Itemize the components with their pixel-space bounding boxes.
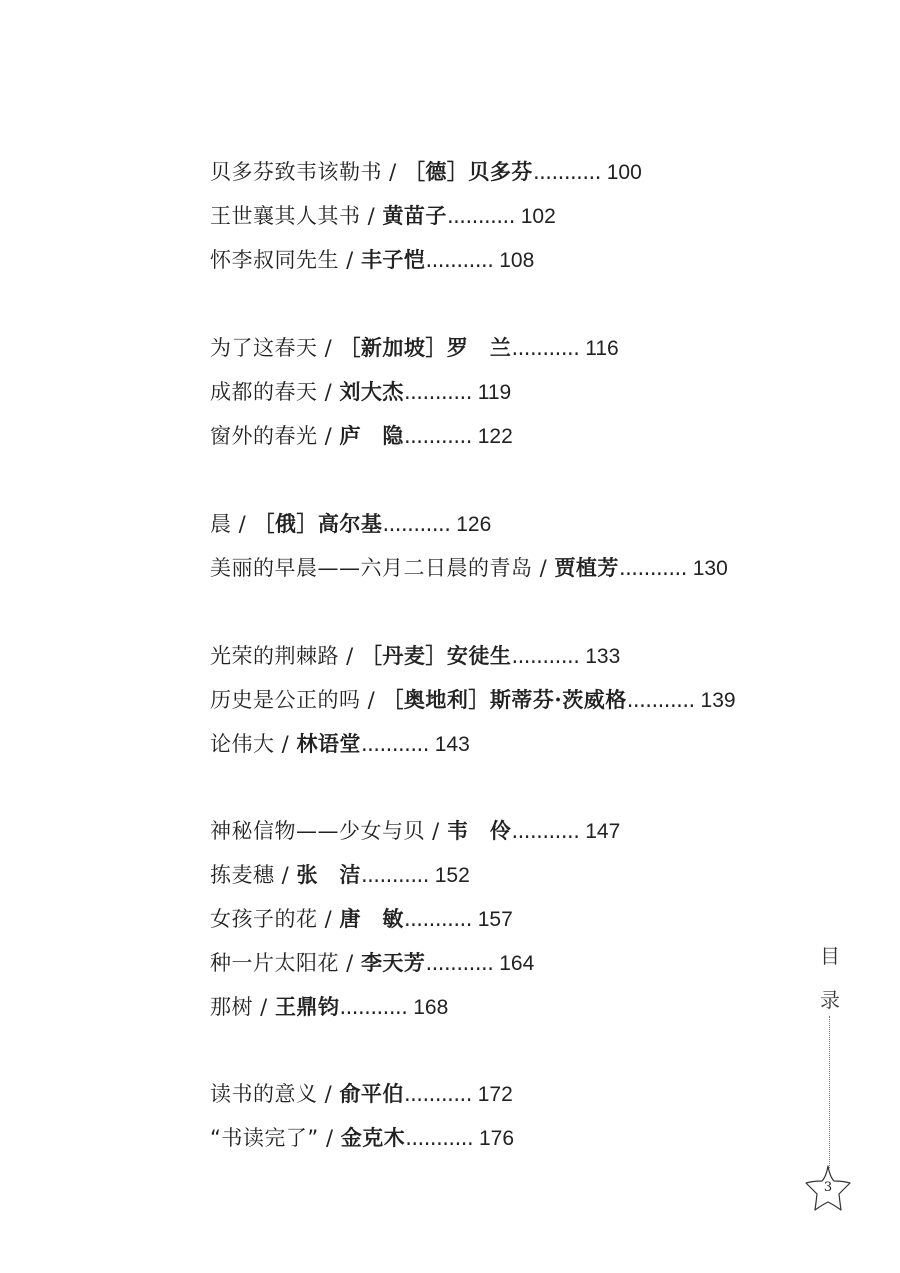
entry-page-number: 157	[471, 908, 513, 931]
entry-separator: /	[317, 907, 340, 931]
entry-page-number: 126	[450, 513, 492, 536]
entry-leader-dots: ...........	[511, 336, 580, 360]
entry-separator: /	[253, 995, 275, 1019]
toc-entry[interactable]	[210, 685, 736, 715]
toc-entry[interactable]	[210, 860, 470, 890]
entry-page-number: 108	[493, 249, 535, 272]
entry-separator: /	[360, 204, 383, 228]
entry-page-number: 147	[579, 820, 621, 843]
entry-leader-dots: ...........	[403, 424, 472, 448]
toc-entry[interactable]	[210, 333, 619, 363]
entry-author: 张 洁	[296, 862, 361, 887]
entry-page-number: 172	[471, 1083, 513, 1106]
toc-entry[interactable]	[210, 509, 491, 539]
entry-title: 光荣的荆棘路	[210, 644, 339, 668]
entry-leader-dots: ...........	[360, 863, 429, 887]
entry-leader-dots: ...........	[446, 204, 515, 228]
entry-leader-dots: ...........	[425, 248, 494, 272]
entry-leader-dots: ...........	[626, 688, 695, 712]
entry-leader-dots: ...........	[382, 512, 451, 536]
entry-author: ［新加坡］罗 兰	[339, 335, 512, 360]
entry-separator: /	[317, 1082, 340, 1106]
entry-separator: /	[339, 248, 361, 272]
entry-author: 唐 敏	[339, 906, 404, 931]
entry-author: 韦 伶	[446, 818, 512, 843]
entry-title: 贝多芬致韦该勒书	[210, 160, 382, 184]
entry-author: ［丹麦］安徒生	[360, 643, 512, 668]
entry-leader-dots: ...........	[425, 951, 494, 975]
entry-page-number: 133	[579, 645, 621, 668]
toc-entry[interactable]	[210, 377, 511, 407]
entry-leader-dots: ...........	[403, 380, 472, 404]
entry-author: 林语堂	[296, 731, 361, 756]
entry-author: ［德］贝多芬	[403, 159, 533, 184]
entry-author: 庐 隐	[339, 423, 404, 448]
entry-separator: /	[339, 644, 361, 668]
entry-page-number: 139	[694, 689, 736, 712]
entry-separator: /	[360, 688, 383, 712]
entry-leader-dots: ...........	[511, 819, 580, 843]
entry-page-number: 122	[471, 425, 513, 448]
entry-author: ［奥地利］斯蒂芬·茨威格	[382, 687, 627, 712]
toc-entry[interactable]	[210, 1079, 513, 1109]
entry-leader-dots: ...........	[339, 995, 408, 1019]
entry-title: 种一片太阳花	[210, 951, 339, 975]
entry-page-number: 152	[428, 864, 470, 887]
entry-title: 成都的春天	[210, 380, 318, 404]
entry-page-number: 116	[579, 337, 619, 360]
toc-entry[interactable]	[210, 1123, 514, 1153]
toc-entry[interactable]	[210, 641, 620, 671]
entry-leader-dots: ...........	[360, 732, 429, 756]
entry-title: 怀李叔同先生	[210, 248, 339, 272]
entry-title: 女孩子的花	[210, 907, 318, 931]
section-label-mu: 目	[820, 944, 840, 968]
entry-page-number: 102	[514, 205, 556, 228]
entry-title: 读书的意义	[210, 1082, 318, 1106]
section-label-lu: 录	[820, 988, 840, 1012]
entry-leader-dots: ...........	[403, 1082, 472, 1106]
entry-separator: /	[317, 424, 340, 448]
entry-leader-dots: ...........	[405, 1126, 474, 1150]
entry-leader-dots: ...........	[403, 907, 472, 931]
entry-author: 王鼎钧	[274, 994, 340, 1019]
toc-entry[interactable]	[210, 948, 534, 978]
toc-entry[interactable]	[210, 553, 728, 583]
entry-author: 黄苗子	[382, 203, 447, 228]
vertical-dotted-divider	[829, 1016, 830, 1168]
entry-leader-dots: ...........	[511, 644, 580, 668]
toc-entry[interactable]	[210, 201, 556, 231]
entry-page-number: 168	[407, 996, 449, 1019]
entry-separator: /	[318, 1126, 341, 1150]
entry-separator: /	[231, 512, 254, 536]
entry-title: 美丽的早晨——六月二日晨的青岛	[210, 556, 533, 580]
toc-entry[interactable]	[210, 992, 448, 1022]
entry-title: “书读完了”	[210, 1126, 319, 1150]
entry-separator: /	[425, 819, 447, 843]
entry-author: 李天芳	[360, 950, 426, 975]
entry-page-number: 130	[686, 557, 728, 580]
entry-leader-dots: ...........	[532, 160, 601, 184]
entry-page-number: 119	[471, 381, 512, 404]
entry-separator: /	[317, 336, 340, 360]
entry-title: 论伟大	[210, 732, 275, 756]
entry-separator: /	[339, 951, 361, 975]
entry-page-number: 143	[428, 733, 470, 756]
entry-author: 刘大杰	[339, 379, 404, 404]
entry-separator: /	[382, 160, 404, 184]
entry-separator: /	[274, 863, 297, 887]
entry-title: 神秘信物——少女与贝	[210, 819, 425, 843]
entry-page-number: 176	[473, 1127, 515, 1150]
toc-entry[interactable]	[210, 816, 620, 846]
entry-title: 那树	[210, 995, 253, 1019]
entry-leader-dots: ...........	[618, 556, 687, 580]
entry-title: 晨	[210, 512, 232, 536]
entry-author: 贾植芳	[554, 555, 619, 580]
toc-entry[interactable]	[210, 904, 513, 934]
entry-author: 丰子恺	[360, 247, 426, 272]
toc-entry[interactable]	[210, 729, 470, 759]
entry-title: 窗外的春光	[210, 424, 318, 448]
entry-title: 王世襄其人其书	[210, 204, 361, 228]
entry-page-number: 100	[600, 161, 642, 184]
entry-title: 历史是公正的吗	[210, 688, 361, 712]
entry-separator: /	[274, 732, 297, 756]
toc-entry[interactable]	[210, 245, 534, 275]
entry-separator: /	[532, 556, 555, 580]
entry-page-number: 164	[493, 952, 535, 975]
toc-entry[interactable]	[210, 421, 513, 451]
entry-title: 拣麦穗	[210, 863, 275, 887]
entry-author: 俞平伯	[339, 1081, 404, 1106]
entry-title: 为了这春天	[210, 336, 318, 360]
page-number: 3	[823, 1180, 833, 1195]
entry-author: ［俄］高尔基	[253, 511, 383, 536]
entry-separator: /	[317, 380, 340, 404]
entry-author: 金克木	[340, 1125, 406, 1150]
toc-entry[interactable]	[210, 157, 642, 187]
